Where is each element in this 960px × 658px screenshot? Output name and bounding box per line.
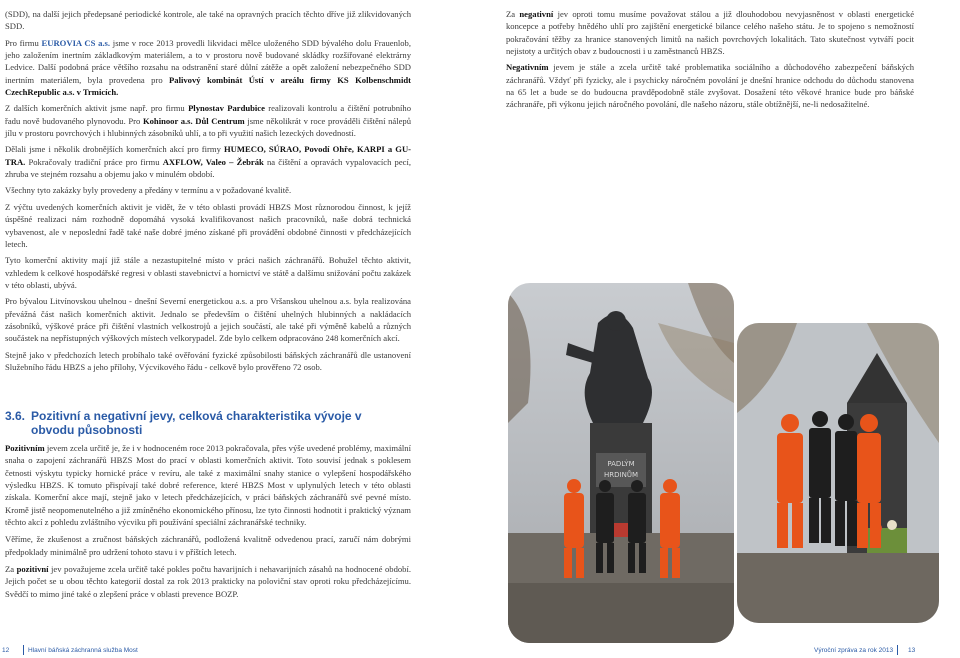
footer-divider <box>897 645 898 655</box>
plaque-text: PADLÝM <box>607 460 635 468</box>
left-column <box>5 8 411 377</box>
section-title: Pozitivní a negativní jevy, celková charakteristika vývoje v obvodu působnosti <box>31 409 362 437</box>
page-footer <box>0 643 960 658</box>
right-column <box>506 8 914 115</box>
memorial-photo <box>508 283 734 643</box>
paragraph: Negativním jevem je stále a zcela určitě také problematika sociálního a důchodového zabezpečení báňských záchranářů. Vždyť při fyzicky, ale i psychicky náročném povolání je dnešní hranice odchodu do důchodu stanovena na 65 let a bude se do budoucna pravděpodobně stále zvyšovat. Dosažení této věkové hranice bude pro báňské záchranáře, při výkonu jejich náročného povolání, dle našeho názoru, stále obtížnější, ne-li nedosažitelné. <box>506 62 914 110</box>
paragraph: Dělali jsme i několik drobnějších komerčních akcí pro firmy HUMECO, SÚRAO, Povodí Ohře, KARPI a GU-TRA. Pokračovaly tradiční práce pro firmu AXFLOW, Valeo – Žebrák na čištění a opravách vypalovacích pecí, zhruba ve stejném rozsahu a objemu jako v minulém období. <box>5 144 412 180</box>
paragraph: Za negativní jev oproti tomu musíme považovat stálou a již dlouhodobou nevyjasněnost v oblasti energetické koncepce a potřeby hnědého uhlí pro zajištění energetické bilance celého našeho státu. Je to spojeno s nemožností pokračování těžby za hranice stanovených limitů na našich povrchových lokalitách. Tato skutečnost vytváří pocit nejistoty a určitých obav z budoucnosti i u zaměstnanců HBZS. <box>506 9 915 57</box>
left-page-number: 12 <box>2 647 10 654</box>
section-heading <box>5 409 411 437</box>
group-photo <box>737 323 939 623</box>
section-number: 3.6. <box>5 409 26 423</box>
paragraph: Za pozitivní jev považujeme zcela určitě také pokles počtu havarijních i nehavarijních zásahů na hodnocené období. Jejich počet se u obou těchto kategorií dostal za rok 2013 prakticky na poloviční stav oproti roku předcházejícímu. Svědčí to mimo jiné také o zlepšení práce v oblasti prevence BOZP. <box>5 564 411 599</box>
paragraph: Pro firmu EUROVIA CS a.s. jsme v roce 2013 provedli likvidaci mělce uloženého SDD bývalého dolu Frauenlob, jeho založením inertním základkovým materiálem, a to v prostoru nově budované skládky rozšiřované elektrárny Ledvice. Další podobná práce většího rozsahu na odstranění staré důlní zátěže a opět založení nebezpečného SDD inertním materiálem, byla provedena pro Palivový kombinát Ústí v areálu firmy KS Kolbenschmidt CzechRepublic a.s. v Trmicích. <box>5 37 411 98</box>
paragraph: Tyto komerční aktivity mají již stále a nezastupitelné místo v práci našich záchranářů. Bohužel těchto aktivit, vzhledem k celkové hospodářské regresi v oblasti stavebnictví a hornictví ve státě a dalšímu snižování počtu zakázek v této oblasti, ubývá. <box>5 255 411 290</box>
section-body <box>5 442 411 605</box>
paragraph: (SDD), na další jejich předepsané periodické kontrole, ale také na opravných pracích těchto dříve již zlikvidovaných SDD. <box>5 9 411 32</box>
paragraph: Stejně jako v předchozích letech probíhalo také ověřování fyzické způsobilosti báňských záchranářů dle ustanovení Služebního řádu HBZS a jeho přílohy, Výcvikového řádu - celkově bylo prověřeno 72 osob. <box>5 349 411 372</box>
right-footer-text: Výroční zpráva za rok 2013 <box>814 647 894 654</box>
left-footer-text: Hlavní báňská záchranná služba Most <box>28 647 138 654</box>
paragraph: Všechny tyto zakázky byly provedeny a předány v termínu a v požadované kvalitě. <box>5 185 292 196</box>
right-page-number: 13 <box>908 647 916 654</box>
footer-divider <box>23 645 24 655</box>
paragraph: Z výčtu uvedených komerčních aktivit je vidět, že v této oblasti provádí HBZS Most různorodou činnost, k jejíž úspěšné realizaci nám rozhodně dopomáhá vysoká kvalifikovanost našich pracovníků, naše dobrá technická vybavenost, ale v neposlední řadě také naše dobré jméno získané při provádění obdobné činnosti v předcházejících letech. <box>5 201 411 249</box>
paragraph: Pozitivním jevem zcela určitě je, že i v hodnoceném roce 2013 pokračovala, přes výše uvedené problémy, maximální snaha o zapojení záchranářů HBZS Most do prací v oblasti komerčních aktivit. Toto souvisí jednak s poklesem četnosti výskytu typicky hornické práce v revíru, ale také z maximální snahy stanice o vylepšení hospodářského výsledku HBZS. K tomuto přispívají také dobré reference, které HBZS Most v uplynulých letech v této oblasti získala. Komerční akce mají, stejně jako v letech předcházejících, v práci báňských záchranářů své pevné místo. Kromě jistě neopomenutelného a již zmíněného ekonomického přínosu, lze tyto činnosti hodnotit i praktický význam těchto akcí z pohledu zvláštního výcviku při používání speciální záchranářské techniky. <box>5 443 411 528</box>
paragraph: Věříme, že zkušenost a zručnost báňských záchranářů, podložená kvalitně odvedenou prací, zaručí nám dobrými předpoklady minimálně pro udržení tohoto stavu i v příštích letech. <box>5 534 411 557</box>
paragraph: Z dalších komerčních aktivit jsme např. pro firmu Plynostav Pardubice realizovali kontrolu a čištění potrubního řadu nově budovaného plynovodu. Pro Kohinoor a.s. Důl Centrum jsme několikrát v roce prováděli čištění nálepů jílu v prostoru povrchových i hlubinných zásobníků uhlí, a to při využití našich lezeckých dovedností. <box>5 103 411 139</box>
paragraph: Pro bývalou Litvínovskou uhelnou - dnešní Severní energetickou a.s. a pro Vršanskou uhelnou a.s. byla realizována převážná část našich komerčních aktivit. Jednalo se především o čištění uhelných hlubinných a nakládacích zásobníků, výškové práce při čištění vlastních velkostrojů a jejich součástí, ale také při výměně kabelů a různých součástek na nepřístupných výškových místech velkorypadel. Zde bylo celkem odpracováno 248 komerčních akcí. <box>5 296 411 344</box>
plaque-text: HRDINŮM <box>604 471 638 479</box>
